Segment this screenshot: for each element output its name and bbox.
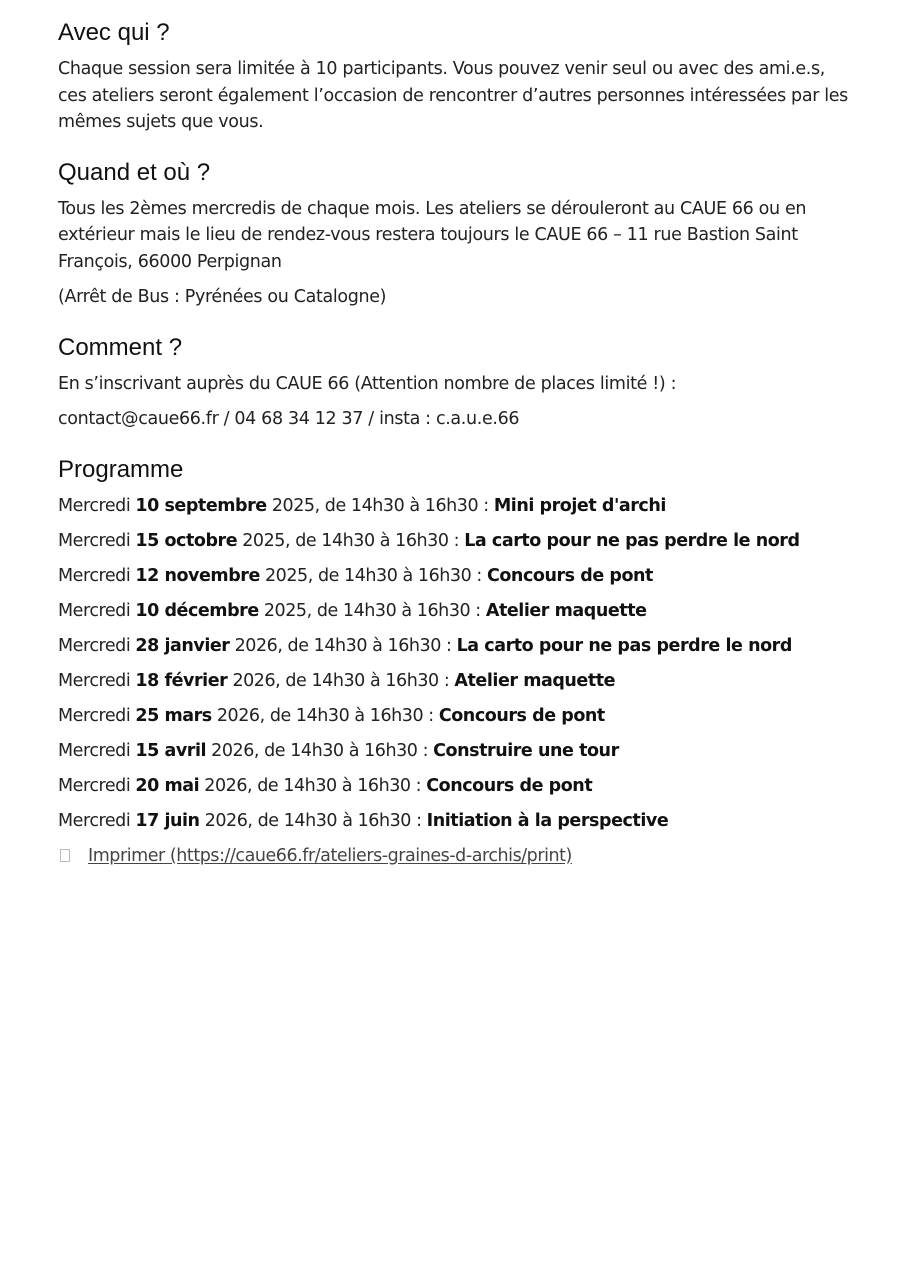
programme-item-time: 2025, de 14h30 à 16h30 : [259,565,487,586]
print-link[interactable]: Imprimer (https://caue66.fr/ateliers-graines-d-archis/print) [88,845,572,866]
programme-item-prefix: Mercredi [58,495,136,516]
programme-item-prefix: Mercredi [58,635,136,656]
programme-item-title: Concours de pont [438,705,605,726]
programme-item-date: 28 janvier [135,635,230,656]
text-comment-contact: contact@caue66.fr / 04 68 34 12 37 / insta : c.a.u.e.66 [58,409,520,429]
programme-item [58,668,858,694]
programme-item-title: Concours de pont [486,565,653,586]
programme-item-date: 10 septembre [135,495,267,516]
programme-list [58,493,858,834]
section-comment [58,333,858,433]
programme-item-prefix: Mercredi [58,530,136,551]
programme-item-date: 10 décembre [135,600,259,621]
programme-item [58,773,858,799]
programme-item-date: 15 octobre [135,530,238,551]
text-quand-bus: (Arrêt de Bus : Pyrénées ou Catalogne) [58,287,387,307]
text-avec-qui: Chaque session sera limitée à 10 participants. Vous pouvez venir seul ou avec des ami.e.s, ces ateliers seront également l’occasion de rencontrer d’autres personnes intéressées par les mêmes sujets que vous. [58,59,848,132]
programme-item-date: 15 avril [135,740,207,761]
programme-item-prefix: Mercredi [58,565,136,586]
print-link-row [58,843,858,869]
programme-item [58,808,858,834]
programme-item-title: Atelier maquette [454,670,616,691]
text-comment-inscription: En s’inscrivant auprès du CAUE 66 (Attention nombre de places limité !) : [58,373,677,394]
programme-item-time: 2026, de 14h30 à 16h30 : [206,740,434,761]
heading-programme: Programme [58,455,184,483]
programme-item-time: 2025, de 14h30 à 16h30 : [266,495,494,516]
text-quand-schedule: Tous les 2èmes mercredis de chaque mois. Les ateliers se dérouleront au CAUE 66 ou en extérieur mais le lieu de rendez-vous restera toujours le CAUE 66 – 11 rue Bastion Saint François, 66000 Perpignan [58,198,807,272]
programme-item-date: 12 novembre [135,565,260,586]
programme-item [58,598,858,624]
programme-item-time: 2025, de 14h30 à 16h30 : [237,530,465,551]
programme-item-prefix: Mercredi [58,740,136,761]
programme-item-date: 18 février [135,670,228,691]
programme-item-title: Initiation à la perspective [426,810,669,831]
section-avec-qui [58,18,858,136]
programme-item-time: 2025, de 14h30 à 16h30 : [258,600,486,621]
programme-item [58,633,858,659]
programme-item-time: 2026, de 14h30 à 16h30 : [229,635,457,656]
programme-item-prefix: Mercredi [58,705,136,726]
section-quand-et-ou [58,158,858,311]
programme-item-time: 2026, de 14h30 à 16h30 : [199,810,427,831]
programme-item [58,703,858,729]
programme-item [58,528,858,554]
heading-quand-et-ou: Quand et où ? [58,158,211,186]
programme-item-date: 25 mars [135,705,212,726]
programme-item-prefix: Mercredi [58,600,136,621]
programme-item-time: 2026, de 14h30 à 16h30 : [199,775,427,796]
programme-item-title: Concours de pont [426,775,593,796]
programme-item-prefix: Mercredi [58,810,136,831]
programme-item [58,563,858,589]
programme-item-date: 20 mai [135,775,200,796]
programme-item-time: 2026, de 14h30 à 16h30 : [227,670,455,691]
programme-item-prefix: Mercredi [58,775,136,796]
document-page [58,18,858,869]
programme-item-title: Mini projet d'archi [493,495,666,516]
programme-item-title: La carto pour ne pas perdre le nord [456,635,792,656]
section-programme [58,455,858,869]
heading-avec-qui: Avec qui ? [58,19,170,46]
printer-icon [60,849,70,862]
programme-item [58,493,858,519]
programme-item-title: Construire une tour [433,740,619,761]
programme-item-title: Atelier maquette [485,600,647,621]
programme-item-title: La carto pour ne pas perdre le nord [464,530,800,551]
programme-item [58,738,858,764]
heading-comment: Comment ? [58,333,183,361]
programme-item-prefix: Mercredi [58,670,136,691]
programme-item-date: 17 juin [135,810,200,831]
programme-item-time: 2026, de 14h30 à 16h30 : [211,705,439,726]
